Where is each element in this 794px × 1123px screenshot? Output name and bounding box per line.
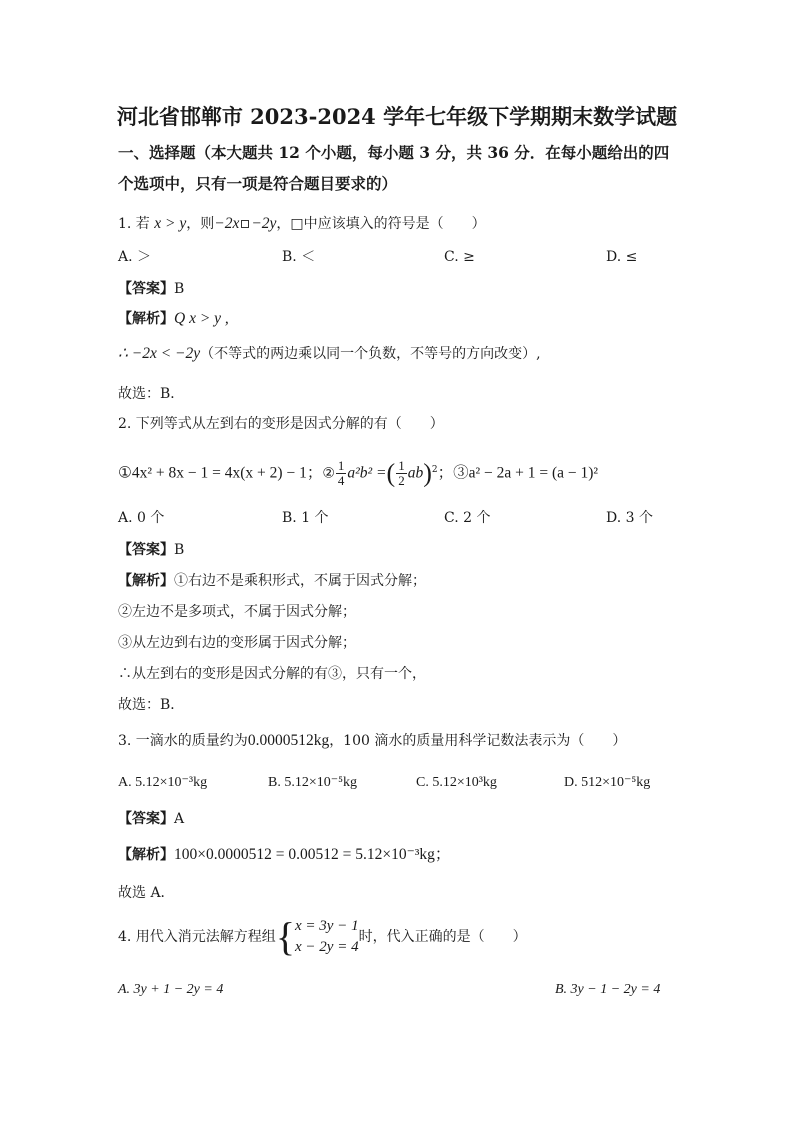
q1-answer	[118, 279, 184, 299]
q1-rhs: −2y	[251, 215, 277, 232]
section-header-line-1: 一、选择题（本大题共 12 个小题，每小题 3 分，共 36 分．在每小题给出的四	[118, 143, 670, 162]
q1-analysis-1	[118, 309, 229, 329]
answer-value: B	[174, 281, 185, 297]
q2-option-a: A. 0 个	[118, 510, 165, 526]
q3-option-c: C. 5.12×10³kg	[416, 775, 497, 790]
analysis-math: ∴ −2x < −2y	[118, 345, 201, 362]
q3-answer	[118, 809, 184, 829]
answer-value: B	[174, 542, 185, 558]
q2-conclusion: 故选：B．	[118, 697, 185, 713]
answer-tag: 【答案】	[118, 542, 174, 558]
q4-stem-b: 时，代入正确的是（ ）	[358, 929, 527, 945]
q2-eq1: ①4x² + 8x − 1 = 4x(x + 2) − 1；	[118, 464, 323, 482]
q2-equations: ①4x² + 8x − 1 = 4x(x + 2) − 1；② $\frac{1}{4}$ a²b² =( $\frac{1}{2}$ ab)$^2$；③a² − 2a + 1 = (a − 1)²	[118, 458, 599, 489]
q1-analysis-2	[118, 344, 541, 364]
q1-option-c: C. ≥	[444, 249, 475, 265]
answer-value: A	[174, 811, 185, 827]
analysis-text: （不等式的两边乘以同一个负数，不等号的方向改变）,	[200, 346, 541, 362]
answer-tag: 【答案】	[118, 281, 174, 297]
q2-analysis-1	[118, 571, 426, 591]
q3-conclusion: 故选 A．	[118, 885, 175, 901]
q2-analysis-2: ②左边不是多项式，不属于因式分解；	[118, 604, 356, 620]
equation-system	[295, 916, 359, 958]
analysis-text: ①右边不是乘积形式，不属于因式分解；	[174, 573, 426, 589]
analysis-math: Q x > y ,	[174, 310, 229, 327]
section-header-line-2: 个选项中，只有一项是符合题目要求的）	[118, 174, 398, 193]
q3-option-b: B. 5.12×10⁻⁵kg	[268, 775, 358, 790]
blank-box-icon	[241, 220, 249, 228]
fraction: $\frac{1}{2}$	[398, 458, 405, 489]
analysis-tag: 【解析】	[118, 847, 174, 863]
analysis-tag: 【解析】	[118, 573, 174, 589]
q2-stem: 2. 下列等式从左到右的变形是因式分解的有（ ）	[118, 416, 444, 432]
system-eq-1: x = 3y − 1	[295, 918, 359, 934]
q1-option-b: B. ＜	[282, 249, 316, 265]
q1-mid: ，则	[186, 216, 215, 232]
q3-option-d: D. 512×10⁻⁵kg	[564, 775, 651, 790]
q2-eq2-rhs: ab	[407, 464, 424, 482]
q2-analysis-3: ③从左边到右边的变形属于因式分解；	[118, 635, 356, 651]
q3-stem-a: 3. 一滴水的质量约为	[118, 733, 248, 749]
q1-option-a: A. ＞	[118, 249, 152, 265]
q2-option-d: D. 3 个	[606, 510, 653, 526]
q2-eq2-prefix: ②	[322, 465, 335, 482]
q4-option-b: B. 3y − 1 − 2y = 4	[555, 982, 661, 997]
q3-stem-value: 0.0000512kg	[247, 732, 330, 749]
q2-answer	[118, 540, 184, 560]
q2-option-b: B. 1 个	[282, 510, 329, 526]
q1-condition: x > y	[154, 215, 187, 232]
q2-analysis-4: ∴从左到右的变形是因式分解的有③，只有一个，	[118, 666, 426, 682]
q2-eq3: ；③a² − 2a + 1 = (a − 1)²	[437, 464, 599, 482]
analysis-tag: 【解析】	[118, 311, 174, 327]
fraction: $\frac{1}{4}$	[337, 458, 345, 489]
q1-option-d: D. ≤	[606, 249, 638, 265]
page-title: 河北省邯郸市 2023-2024 学年七年级下学期期末数学试题	[116, 104, 678, 129]
analysis-math: 100×0.0000512 = 0.00512 = 5.12×10⁻³kg；	[174, 846, 451, 863]
q1-stem	[118, 214, 486, 234]
q4-option-a: A. 3y + 1 − 2y = 4	[118, 982, 224, 997]
q1-conclusion: 故选：B．	[118, 386, 185, 402]
q3-stem	[118, 731, 626, 751]
q1-number: 1. 若	[118, 216, 150, 232]
brace-icon: {	[275, 914, 296, 959]
q4-stem	[118, 915, 527, 959]
q3-stem-b: ，100 滴水的质量用科学记数法表示为（ ）	[329, 733, 627, 749]
answer-tag: 【答案】	[118, 811, 174, 827]
q3-option-a: A. 5.12×10⁻³kg	[118, 775, 208, 790]
q3-analysis-1	[118, 845, 450, 865]
q1-tail: ，□中应该填入的符号是（ ）	[276, 216, 486, 232]
system-eq-2: x − 2y = 4	[295, 939, 359, 955]
q2-option-c: C. 2 个	[444, 510, 491, 526]
q1-lhs: −2x	[214, 215, 240, 232]
q4-stem-a: 4. 用代入消元法解方程组	[118, 929, 276, 945]
q2-eq2-rest: a²b² =	[347, 464, 387, 482]
